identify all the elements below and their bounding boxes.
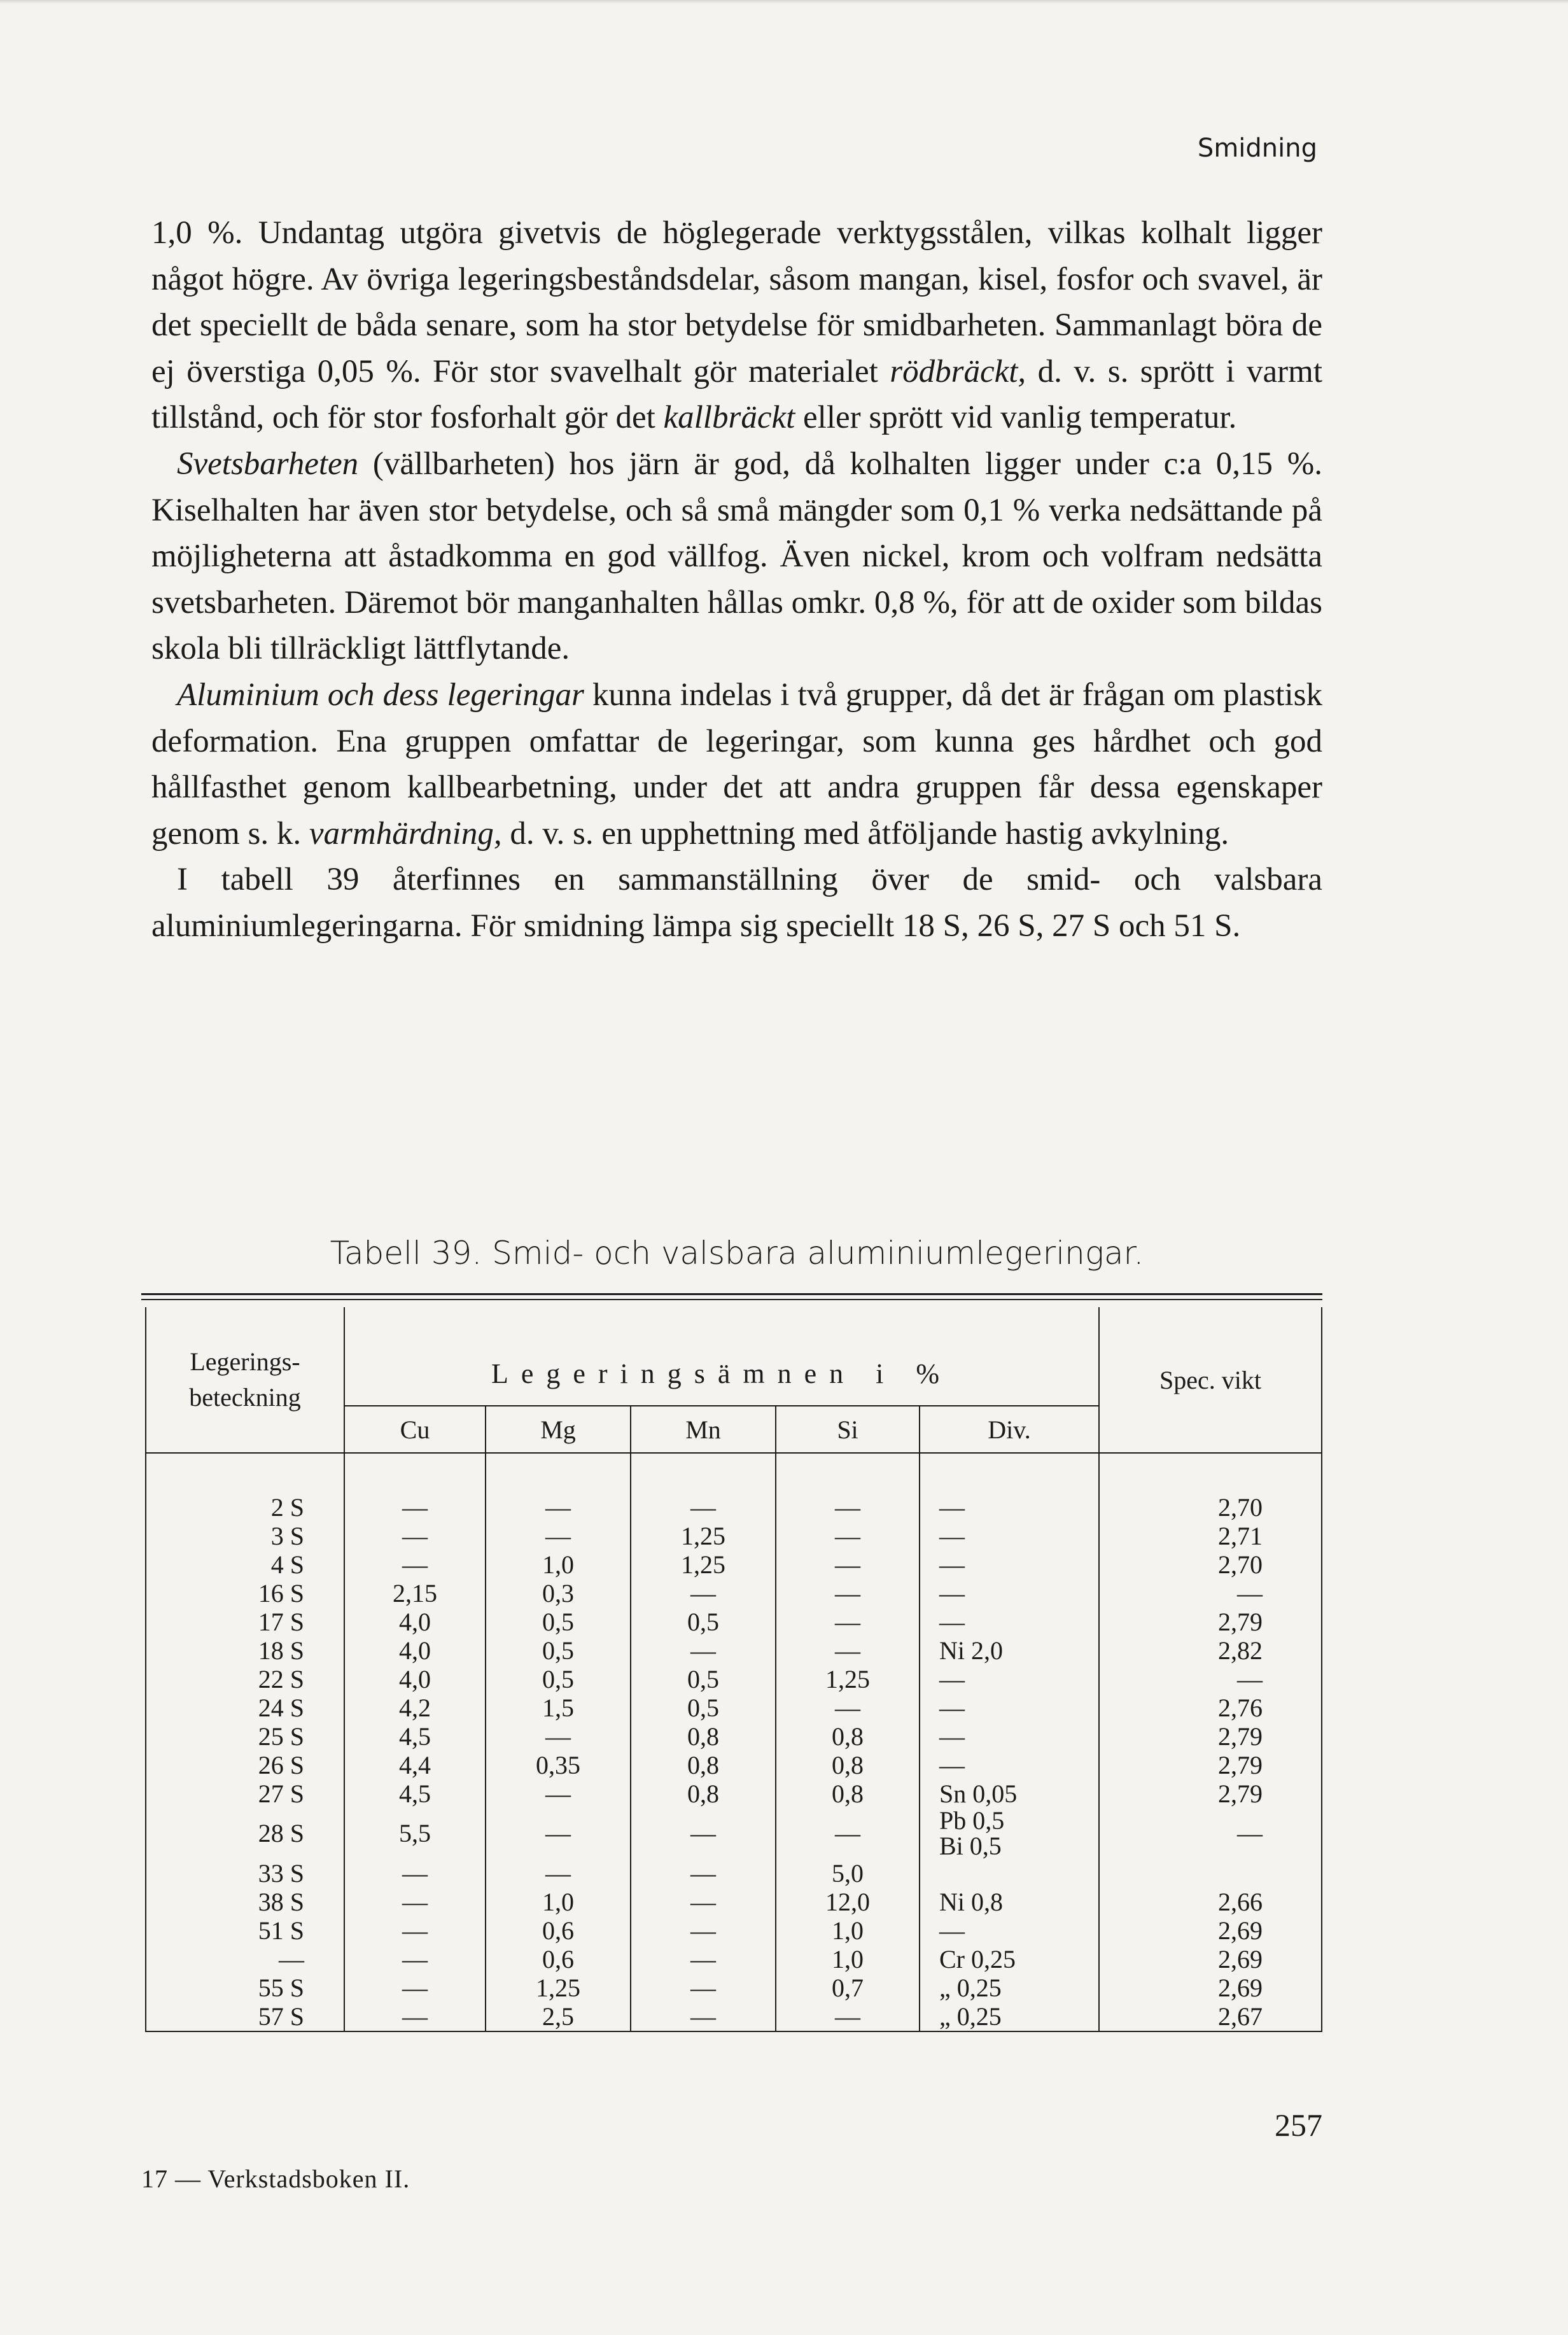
cell-cu: —: [344, 2002, 486, 2031]
cell-mn: —: [631, 1636, 776, 1665]
cell-mn: —: [631, 1859, 776, 1888]
table-row: [146, 1636, 1322, 1665]
cell-spec: 2,67: [1099, 2002, 1322, 2031]
header-designation-line1: Legerings-: [190, 1347, 300, 1376]
cell-div: —: [920, 1751, 1099, 1779]
cell-cu: 4,2: [344, 1693, 486, 1722]
cell-designation: 51 S: [146, 1916, 344, 1945]
cell-mn: 0,5: [631, 1665, 776, 1693]
cell-cu: —: [344, 1522, 486, 1550]
cell-designation: 26 S: [146, 1751, 344, 1779]
cell-div: „ 0,25: [920, 1974, 1099, 2002]
cell-spec: 2,70: [1099, 1550, 1322, 1579]
body-text: [151, 210, 1322, 950]
cell-mn: —: [631, 1888, 776, 1916]
cell-si: —: [776, 1636, 920, 1665]
cell-cu: 2,15: [344, 1579, 486, 1608]
table-row: [146, 1722, 1322, 1751]
cell-mn: —: [631, 1974, 776, 2002]
cell-div-stack: [939, 1808, 1004, 1859]
paragraph-4: I tabell 39 återfinnes en sammanställning över de smid- och valsbara aluminiumlegeringarna. För smidning lämpa sig speciellt 18 S, 26 S, 27 S och 51 S.: [151, 862, 1322, 944]
page-number: 257: [1275, 2107, 1322, 2143]
cell-spec: 2,66: [1099, 1888, 1322, 1916]
table-row: [146, 1779, 1322, 1808]
cell-cu: 4,4: [344, 1751, 486, 1779]
cell-mn: 1,25: [631, 1550, 776, 1579]
cell-cu: —: [344, 1916, 486, 1945]
cell-spec: [1099, 1859, 1322, 1888]
cell-designation: 18 S: [146, 1636, 344, 1665]
cell-mg: 0,3: [486, 1579, 631, 1608]
cell-mn: 0,5: [631, 1608, 776, 1636]
cell-si: 5,0: [776, 1859, 920, 1888]
cell-spec: 2,70: [1099, 1493, 1322, 1522]
header-designation: [146, 1307, 344, 1453]
cell-mg: 0,6: [486, 1945, 631, 1974]
paragraph-3: Aluminium och dess legeringar kunna indelas i två grupper, då det är frågan om plastisk deformation. Ena gruppen omfattar de legeringar, som kunna ges hårdhet och god hållfasthet genom kallbearbetning, under det att andra gruppen får dessa egenskaper genom s. k. varmhärdning, d. v. s. en upphettning med åtföljande hastig avkylning.: [151, 677, 1322, 852]
cell-spec: 2,69: [1099, 1945, 1322, 1974]
cell-mg: —: [486, 1493, 631, 1522]
cell-designation: 38 S: [146, 1888, 344, 1916]
cell-mn: 0,8: [631, 1751, 776, 1779]
cell-spec: 2,76: [1099, 1693, 1322, 1722]
cell-designation: 24 S: [146, 1693, 344, 1722]
cell-mg: —: [486, 1859, 631, 1888]
term-rodbrackt: rödbräckt,: [890, 353, 1026, 389]
cell-mg: 1,0: [486, 1550, 631, 1579]
cell-div: Sn 0,05: [920, 1779, 1099, 1808]
table-top-rule: [141, 1293, 1322, 1295]
cell-cu: —: [344, 1550, 486, 1579]
cell-si: 1,0: [776, 1916, 920, 1945]
table-row: [146, 1916, 1322, 1945]
table-row: [146, 1522, 1322, 1550]
header-designation-line2: beteckning: [189, 1383, 301, 1412]
header-mn: Mn: [631, 1406, 776, 1453]
cell-si: 1,0: [776, 1945, 920, 1974]
table-row: [146, 2002, 1322, 2031]
table-row: [146, 1974, 1322, 2002]
cell-div: [920, 1808, 1099, 1859]
table-row: [146, 1579, 1322, 1608]
cell-div: —: [920, 1665, 1099, 1693]
cell-si: 1,25: [776, 1665, 920, 1693]
cell-si: 0,7: [776, 1974, 920, 2002]
term-kallbrackt: kallbräckt: [663, 400, 795, 436]
term-aluminium: Aluminium och dess legeringar: [177, 677, 584, 713]
table-body: [146, 1453, 1322, 2031]
cell-spec: 2,69: [1099, 1916, 1322, 1945]
cell-mg: —: [486, 1522, 631, 1550]
cell-spec: —: [1099, 1665, 1322, 1693]
table-row: [146, 1665, 1322, 1693]
cell-cu: —: [344, 1493, 486, 1522]
table-row: [146, 1693, 1322, 1722]
cell-cu: 4,0: [344, 1665, 486, 1693]
cell-mn: 1,25: [631, 1522, 776, 1550]
cell-designation: 2 S: [146, 1493, 344, 1522]
header-mg: Mg: [486, 1406, 631, 1453]
cell-div: Cr 0,25: [920, 1945, 1099, 1974]
cell-designation: 55 S: [146, 1974, 344, 2002]
cell-cu: —: [344, 1945, 486, 1974]
cell-mn: —: [631, 1808, 776, 1859]
cell-div: —: [920, 1550, 1099, 1579]
term-varmhardning: varmhärdning,: [309, 815, 502, 852]
cell-si: 0,8: [776, 1751, 920, 1779]
cell-mn: —: [631, 1579, 776, 1608]
cell-mg: —: [486, 1808, 631, 1859]
cell-cu: 4,5: [344, 1722, 486, 1751]
cell-spec: 2,69: [1099, 1974, 1322, 2002]
cell-mn: 0,8: [631, 1779, 776, 1808]
cell-spec: 2,71: [1099, 1522, 1322, 1550]
table-caption: Tabell 39. Smid- och valsbara aluminiumlegeringar.: [330, 1235, 1144, 1272]
cell-designation: 22 S: [146, 1665, 344, 1693]
cell-si: 12,0: [776, 1888, 920, 1916]
paragraph-1: 1,0 %. Undantag utgöra givetvis de höglegerade verktygsstålen, vilkas kolhalt ligger något högre. Av övriga legeringsbeståndsdelar, såsom mangan, kisel, fosfor och svavel, är det speciellt de båda senare, som ha stor betydelse för smidbarheten. Sammanlagt böra de ej överstiga 0,05 %. För stor svavelhalt gör materialet rödbräckt, d. v. s. sprött i varmt tillstånd, och för stor fosforhalt gör det kallbräckt eller sprött vid vanlig temperatur.: [151, 215, 1322, 436]
running-head: Smidning: [1197, 134, 1317, 163]
table-spacer: [146, 1453, 1322, 1493]
cell-cu: 4,0: [344, 1608, 486, 1636]
table-top-rule-inner: [141, 1299, 1322, 1300]
cell-si: —: [776, 1579, 920, 1608]
top-edge-shadow: [0, 0, 1568, 4]
cell-si: —: [776, 1808, 920, 1859]
cell-mg: 0,5: [486, 1665, 631, 1693]
cell-spec: —: [1099, 1808, 1322, 1859]
cell-designation: 4 S: [146, 1550, 344, 1579]
cell-si: —: [776, 1493, 920, 1522]
cell-spec: 2,82: [1099, 1636, 1322, 1665]
cell-designation: 17 S: [146, 1608, 344, 1636]
cell-mn: —: [631, 1945, 776, 1974]
cell-spec: 2,79: [1099, 1608, 1322, 1636]
cell-mg: —: [486, 1722, 631, 1751]
cell-cu: —: [344, 1888, 486, 1916]
header-div: Div.: [920, 1406, 1099, 1453]
cell-mg: 0,5: [486, 1636, 631, 1665]
cell-designation: 57 S: [146, 2002, 344, 2031]
cell-div: —: [920, 1693, 1099, 1722]
cell-div: [920, 1859, 1099, 1888]
cell-spec: 2,79: [1099, 1722, 1322, 1751]
cell-mn: 0,5: [631, 1693, 776, 1722]
alloy-table: [145, 1307, 1322, 2032]
cell-div: —: [920, 1579, 1099, 1608]
term-svetsbarheten: Svetsbarheten: [177, 445, 359, 482]
cell-cu: 4,0: [344, 1636, 486, 1665]
table-row: [146, 1751, 1322, 1779]
table-row: [146, 1550, 1322, 1579]
cell-spec: —: [1099, 1579, 1322, 1608]
cell-div: Ni 0,8: [920, 1888, 1099, 1916]
cell-designation: 3 S: [146, 1522, 344, 1550]
cell-designation: 27 S: [146, 1779, 344, 1808]
cell-mg: 2,5: [486, 2002, 631, 2031]
table-row: [146, 1493, 1322, 1522]
cell-div: Ni 2,0: [920, 1636, 1099, 1665]
cell-cu: —: [344, 1859, 486, 1888]
header-alloying-elements: Legeringsämnen i %: [344, 1307, 1099, 1406]
table-row: [146, 1808, 1322, 1859]
table-row: [146, 1608, 1322, 1636]
cell-mg: 0,5: [486, 1608, 631, 1636]
cell-si: —: [776, 1693, 920, 1722]
table-row: [146, 1888, 1322, 1916]
header-si: Si: [776, 1406, 920, 1453]
cell-div: —: [920, 1493, 1099, 1522]
cell-mg: 1,5: [486, 1693, 631, 1722]
cell-mg: —: [486, 1779, 631, 1808]
cell-designation: 28 S: [146, 1808, 344, 1859]
header-cu: Cu: [344, 1406, 486, 1453]
cell-mg: 1,25: [486, 1974, 631, 2002]
table-row: [146, 1945, 1322, 1974]
cell-mn: —: [631, 1916, 776, 1945]
cell-mg: 0,6: [486, 1916, 631, 1945]
cell-spec: 2,79: [1099, 1751, 1322, 1779]
paragraph-2: Svetsbarheten (vällbarheten) hos järn är god, då kolhalten ligger under c:a 0,15 %. Kiselhalten har även stor betydelse, och så små mängder som 0,1 % verka nedsättande på möjligheterna att åstadkomma en god vällfog. Även nickel, krom och volfram nedsätta svetsbarheten. Däremot bör manganhalten hållas omkr. 0,8 %, för att de oxider som bildas skola bli tillräckligt lättflytande.: [151, 445, 1322, 667]
cell-mn: —: [631, 1493, 776, 1522]
cell-si: 0,8: [776, 1722, 920, 1751]
cell-div: „ 0,25: [920, 2002, 1099, 2031]
table-row: [146, 1859, 1322, 1888]
cell-cu: 5,5: [344, 1808, 486, 1859]
cell-div: —: [920, 1722, 1099, 1751]
footer-signature: 17 — Verkstadsboken II.: [141, 2164, 410, 2193]
cell-si: —: [776, 1550, 920, 1579]
cell-cu: 4,5: [344, 1779, 486, 1808]
cell-mg: 1,0: [486, 1888, 631, 1916]
cell-div: —: [920, 1608, 1099, 1636]
cell-div: —: [920, 1522, 1099, 1550]
cell-mg: 0,35: [486, 1751, 631, 1779]
cell-designation: 33 S: [146, 1859, 344, 1888]
cell-mn: —: [631, 2002, 776, 2031]
cell-div: —: [920, 1916, 1099, 1945]
cell-si: 0,8: [776, 1779, 920, 1808]
cell-si: —: [776, 2002, 920, 2031]
header-specific-gravity: Spec. vikt: [1099, 1307, 1322, 1453]
cell-div-line: Bi 0,5: [939, 1832, 1002, 1860]
cell-cu: —: [344, 1974, 486, 2002]
cell-div-line: Pb 0,5: [939, 1806, 1005, 1835]
cell-spec: 2,79: [1099, 1779, 1322, 1808]
cell-mn: 0,8: [631, 1722, 776, 1751]
cell-designation: —: [146, 1945, 344, 1974]
cell-si: —: [776, 1608, 920, 1636]
cell-si: —: [776, 1522, 920, 1550]
cell-designation: 16 S: [146, 1579, 344, 1608]
cell-designation: 25 S: [146, 1722, 344, 1751]
